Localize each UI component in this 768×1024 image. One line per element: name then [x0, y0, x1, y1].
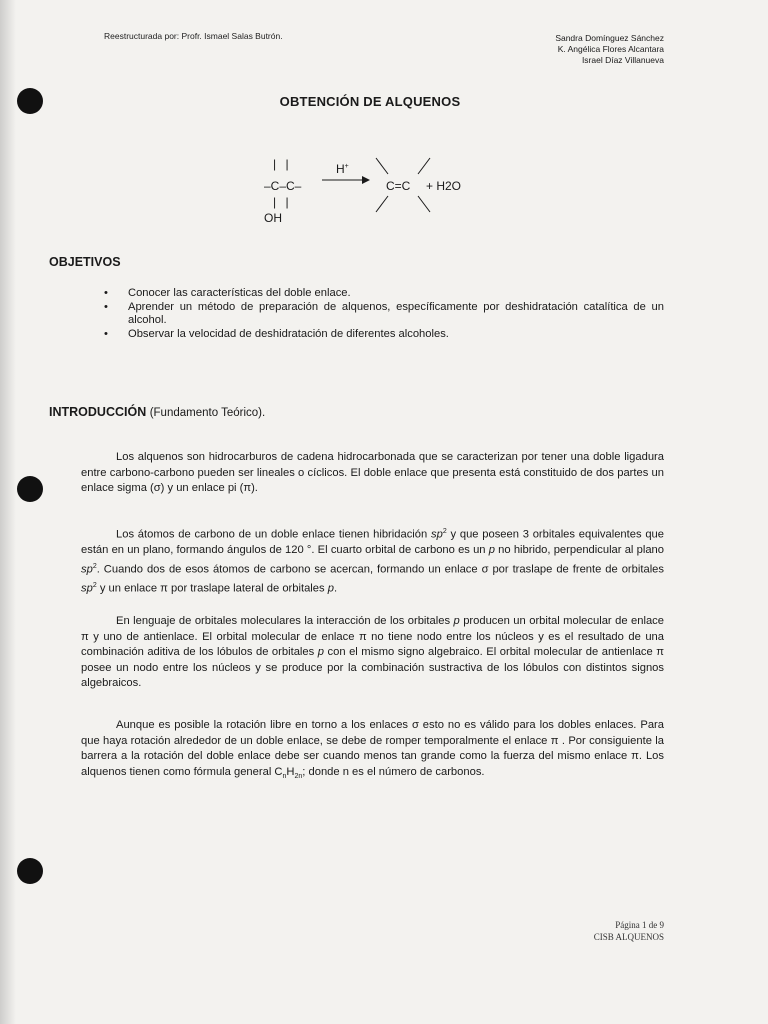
- page-footer: [594, 919, 664, 943]
- reactant-top-bonds: | |: [273, 157, 292, 171]
- list-item: • Aprender un método de preparación de alquenos, específicamente por deshidratación catalítica de un alcohol.: [104, 301, 664, 326]
- list-item: • Observar la velocidad de deshidratación de diferentes alcoholes.: [104, 328, 449, 340]
- bullet-icon: •: [104, 301, 108, 313]
- intro-heading: INTRODUCCIÓN (Fundamento Teórico).: [49, 405, 266, 419]
- binder-hole-bottom: [17, 858, 43, 884]
- intro-paragraph-2: Los átomos de carbono de un doble enlace tienen hibridación $sp^2$ y que poseen 3 orbitales equivalentes que están en un plano, formando ángulos de 120 °. El cuarto orbital de carbono es un p no hibrido, perpendicular al plano $sp^2$. Cuando dos de esos átomos de carbono se acercan, formando un enlace σ por traslape de frente de orbitales $sp^2$ y un enlace π por traslape lateral de orbitales p.: [81, 528, 664, 595]
- intro-paragraph-1: Los alquenos son hidrocarburos de cadena hidrocarbonada que se caracterizan por tener una doble ligadura entre carbono-carbono pueden ser lineales o cíclicos. El doble enlace que presenta está constituido de dos partes un enlace sigma (σ) y un enlace pi (π).: [81, 451, 664, 494]
- intro-paragraph-4: Aunque es posible la rotación libre en torno a los enlaces σ esto no es válido para los dobles enlaces. Para que haya rotación alrededor de un doble enlace, se debe de romper temporalmente el enlace π . Por consiguiente la barrera a la rotación del doble enlace debe ser cuando menos tan grande como la fuerza del mismo enlace π. Los alquenos tienen como fórmula general $C_nH_{2n}$; donde n es el número de carbonos.: [81, 719, 664, 780]
- author-1: Sandra Domínguez Sánchez: [555, 33, 664, 43]
- objectives-heading: OBJETIVOS: [49, 255, 121, 269]
- catalyst-label: H+: [336, 162, 349, 176]
- objectives-list: [104, 287, 664, 342]
- water-product: + H2O: [426, 179, 462, 193]
- authors-block: [555, 33, 664, 66]
- reaction-arrow-icon: [322, 174, 370, 186]
- alkene-product: C=C: [386, 179, 411, 193]
- list-item: • Conocer las características del doble enlace.: [104, 287, 351, 299]
- document-code: CISB ALQUENOS: [593, 932, 664, 942]
- binder-hole-middle: [17, 476, 43, 502]
- author-2: K. Angélica Flores Alcantara: [557, 44, 664, 54]
- bullet-icon: •: [104, 287, 108, 299]
- intro-paragraph-3: En lenguaje de orbitales moleculares la interacción de los orbitales p producen un orbital molecular de enlace π y uno de antienlace. El orbital molecular de enlace π no tiene nodo entre los núcleos y es el resultado de una combinación aditiva de los lóbulos de orbitales p con el mismo signo algebraico. El orbital molecular de antienlace π posee un nodo entre los núcleos y se produce por la combinación sustractiva de los lóbulos con distintos signos algebraicos.: [81, 615, 664, 689]
- page-number: Página 1 de 9: [615, 920, 664, 930]
- header-left: Reestructurada por: Profr. Ismael Salas Butrón.: [104, 31, 283, 41]
- bullet-icon: •: [104, 328, 108, 340]
- scan-edge-shadow: [0, 0, 16, 1024]
- author-3: Israel Díaz Villanueva: [581, 55, 664, 65]
- page-title: OBTENCIÓN DE ALQUENOS: [279, 94, 461, 109]
- reactant-oh-group: OH: [264, 211, 282, 225]
- reactant-bottom-bonds: | |: [273, 195, 292, 209]
- reactant-chain: –C–C–: [264, 179, 302, 193]
